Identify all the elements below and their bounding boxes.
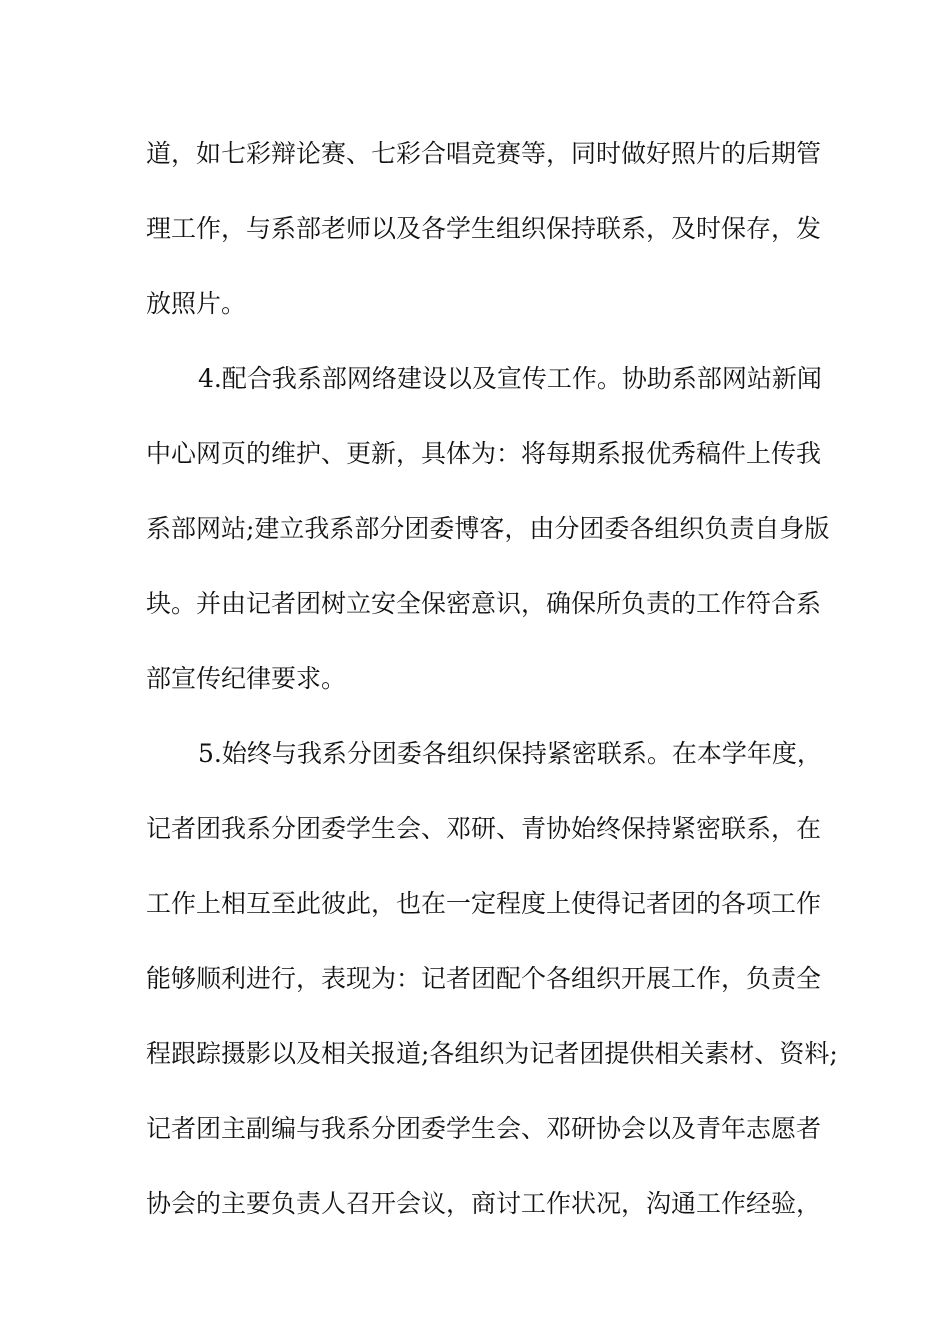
text-line: 部宣传纪律要求。 <box>146 664 347 693</box>
text-line: 记者团主副编与我系分团委学生会、邓研协会以及青年志愿者 <box>146 1114 822 1143</box>
text-line: 工作上相互至此彼此，也在一定程度上使得记者团的各项工作 <box>146 889 822 918</box>
paragraph-5-first-line: 5.始终与我系分团委各组织保持紧密联系。在本学年度， <box>198 739 822 768</box>
document-body <box>146 131 838 1256</box>
text-line: 放照片。 <box>146 289 247 318</box>
text-line: 记者团我系分团委学生会、邓研、青协始终保持紧密联系，在 <box>146 814 822 843</box>
text-line: 道，如七彩辩论赛、七彩合唱竞赛等，同时做好照片的后期管 <box>146 139 822 168</box>
text-line: 中心网页的维护、更新，具体为：将每期系报优秀稿件上传我 <box>146 439 822 468</box>
text-line: 程跟踪摄影以及相关报道;各组织为记者团提供相关素材、资料; <box>146 1039 838 1068</box>
text-line: 能够顺利进行，表现为：记者团配个各组织开展工作，负责全 <box>146 964 822 993</box>
text-line: 理工作，与系部老师以及各学生组织保持联系，及时保存，发 <box>146 214 822 243</box>
text-line: 系部网站;建立我系部分团委博客，由分团委各组织负责自身版 <box>146 514 830 543</box>
text-line: 协会的主要负责人召开会议，商讨工作状况，沟通工作经验， <box>146 1189 822 1218</box>
paragraph-4-first-line: 4.配合我系部网络建设以及宣传工作。协助系部网站新闻 <box>198 364 822 393</box>
text-line: 块。并由记者团树立安全保密意识，确保所负责的工作符合系 <box>146 589 822 618</box>
